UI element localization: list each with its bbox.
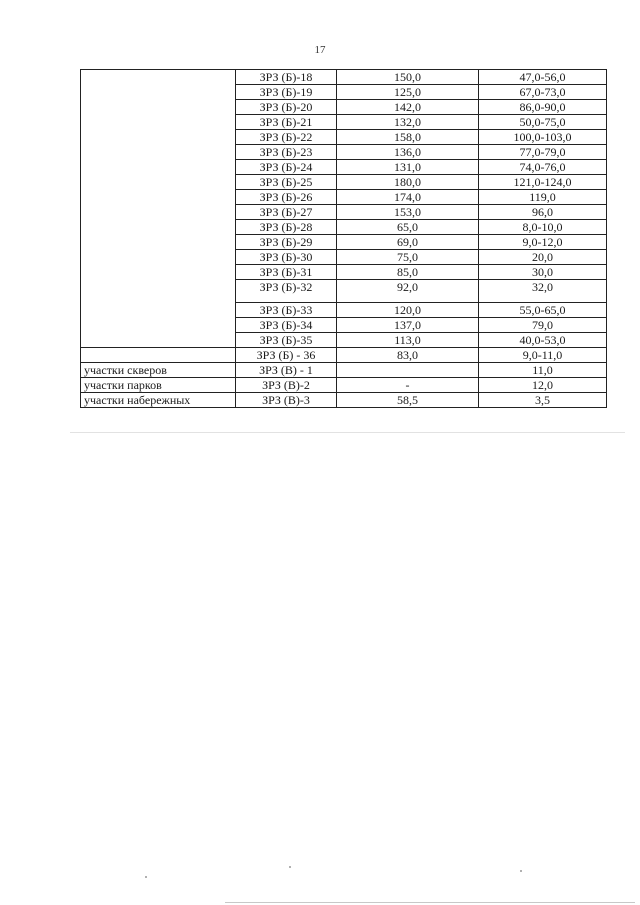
height-cell: 83,0 — [337, 348, 479, 363]
category-cell-empty — [81, 348, 236, 363]
height-cell: 174,0 — [337, 190, 479, 205]
zone-cell: ЗРЗ (Б) - 36 — [236, 348, 337, 363]
zone-cell: ЗРЗ (Б)-31 — [236, 265, 337, 280]
height-cell: 113,0 — [337, 333, 479, 348]
range-cell: 20,0 — [479, 250, 607, 265]
range-cell: 3,5 — [479, 393, 607, 408]
category-cell-empty — [81, 70, 236, 348]
zone-cell: ЗРЗ (В) - 1 — [236, 363, 337, 378]
height-cell: 136,0 — [337, 145, 479, 160]
height-cell: - — [337, 378, 479, 393]
category-cell: участки набережных — [81, 393, 236, 408]
range-cell: 8,0-10,0 — [479, 220, 607, 235]
zone-cell: ЗРЗ (Б)-32 — [236, 280, 337, 303]
range-cell: 32,0 — [479, 280, 607, 303]
table-row — [81, 70, 607, 85]
height-cell: 69,0 — [337, 235, 479, 250]
zone-cell: ЗРЗ (В)-2 — [236, 378, 337, 393]
zone-cell: ЗРЗ (Б)-35 — [236, 333, 337, 348]
range-cell: 11,0 — [479, 363, 607, 378]
table-row-parks — [81, 378, 607, 393]
range-cell: 79,0 — [479, 318, 607, 333]
range-cell: 77,0-79,0 — [479, 145, 607, 160]
range-cell: 40,0-53,0 — [479, 333, 607, 348]
height-cell: 180,0 — [337, 175, 479, 190]
range-cell: 74,0-76,0 — [479, 160, 607, 175]
table-row — [81, 348, 607, 363]
zone-cell: ЗРЗ (Б)-25 — [236, 175, 337, 190]
zone-cell: ЗРЗ (Б)-22 — [236, 130, 337, 145]
range-cell: 55,0-65,0 — [479, 303, 607, 318]
zone-cell: ЗРЗ (Б)-24 — [236, 160, 337, 175]
range-cell: 119,0 — [479, 190, 607, 205]
scan-artifact-line — [70, 432, 625, 433]
zone-cell: ЗРЗ (Б)-33 — [236, 303, 337, 318]
height-cell: 150,0 — [337, 70, 479, 85]
height-cell: 65,0 — [337, 220, 479, 235]
height-cell — [337, 363, 479, 378]
scan-artifact-dot — [289, 866, 291, 868]
range-cell: 47,0-56,0 — [479, 70, 607, 85]
zone-cell: ЗРЗ (Б)-18 — [236, 70, 337, 85]
zone-cell: ЗРЗ (Б)-29 — [236, 235, 337, 250]
zone-cell: ЗРЗ (В)-3 — [236, 393, 337, 408]
height-cell: 153,0 — [337, 205, 479, 220]
zone-height-table — [80, 69, 607, 408]
height-cell: 142,0 — [337, 100, 479, 115]
height-cell: 120,0 — [337, 303, 479, 318]
height-cell: 158,0 — [337, 130, 479, 145]
height-cell: 58,5 — [337, 393, 479, 408]
range-cell: 12,0 — [479, 378, 607, 393]
scan-artifact-dot — [520, 870, 522, 872]
zone-cell: ЗРЗ (Б)-34 — [236, 318, 337, 333]
height-cell: 132,0 — [337, 115, 479, 130]
zone-cell: ЗРЗ (Б)-23 — [236, 145, 337, 160]
table-row-squares — [81, 363, 607, 378]
page-number: 17 — [314, 44, 326, 56]
range-cell: 9,0-11,0 — [479, 348, 607, 363]
zone-cell: ЗРЗ (Б)-26 — [236, 190, 337, 205]
range-cell: 96,0 — [479, 205, 607, 220]
table-row-embankments — [81, 393, 607, 408]
height-cell: 131,0 — [337, 160, 479, 175]
zone-cell: ЗРЗ (Б)-30 — [236, 250, 337, 265]
zone-cell: ЗРЗ (Б)-28 — [236, 220, 337, 235]
category-cell: участки скверов — [81, 363, 236, 378]
range-cell: 30,0 — [479, 265, 607, 280]
height-cell: 137,0 — [337, 318, 479, 333]
height-cell: 125,0 — [337, 85, 479, 100]
zone-cell: ЗРЗ (Б)-19 — [236, 85, 337, 100]
range-cell: 67,0-73,0 — [479, 85, 607, 100]
range-cell: 121,0-124,0 — [479, 175, 607, 190]
category-cell: участки парков — [81, 378, 236, 393]
height-cell: 85,0 — [337, 265, 479, 280]
scan-artifact-dot — [145, 876, 147, 878]
range-cell: 100,0-103,0 — [479, 130, 607, 145]
zone-cell: ЗРЗ (Б)-27 — [236, 205, 337, 220]
zone-cell: ЗРЗ (Б)-21 — [236, 115, 337, 130]
range-cell: 86,0-90,0 — [479, 100, 607, 115]
range-cell: 50,0-75,0 — [479, 115, 607, 130]
range-cell: 9,0-12,0 — [479, 235, 607, 250]
height-cell: 92,0 — [337, 280, 479, 303]
zone-cell: ЗРЗ (Б)-20 — [236, 100, 337, 115]
height-cell: 75,0 — [337, 250, 479, 265]
scan-artifact-line — [225, 902, 635, 903]
